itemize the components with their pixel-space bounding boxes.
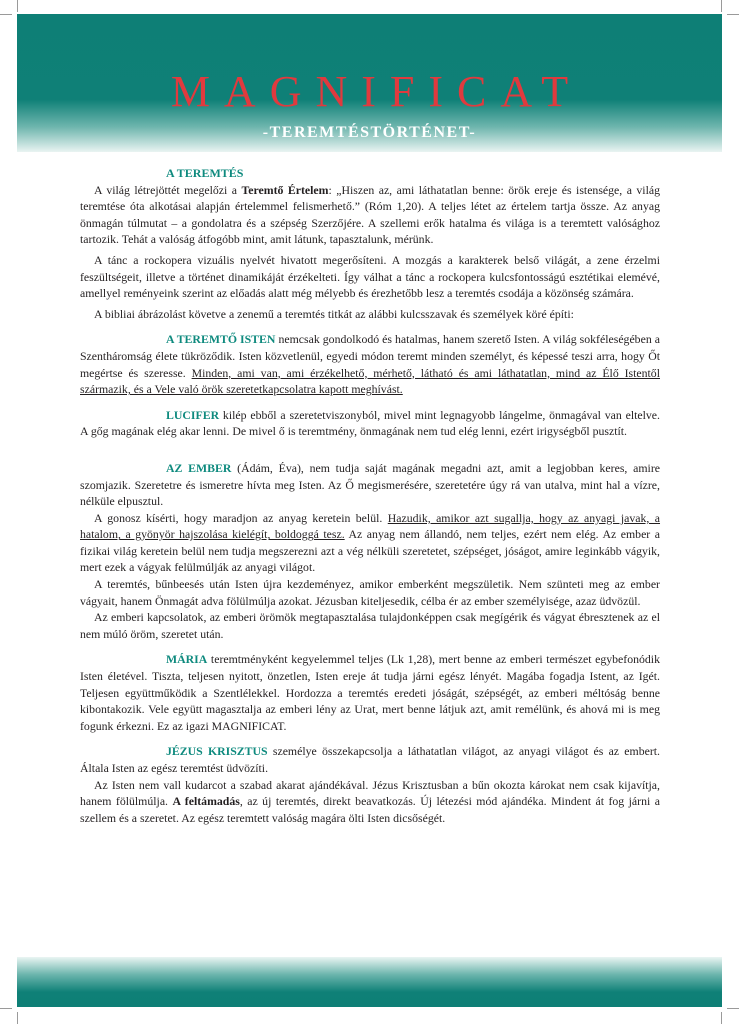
text-run: : „Hiszen az, ami láthatatlan benne: örök ereje és istensége, a világ teremtése óta alkotásai alapján értelemmel felismerhető.” (Róm 1,20). A teljes létet az értelem tartja össze. Az anyag önmagán túlmutat – a gondolatra és a szépség Szerzőjére. A szellemi erők hatalma és világa is a teremtett valósághoz tartozik. Tehát a valóság átfogóbb mint, amit látunk, tapasztalunk, mérünk. <box>80 182 660 247</box>
bold-term: A feltámadás <box>172 794 240 809</box>
paragraph: A teremtés, bűnbeesés után Isten újra kezdeményez, amikor emberként megszületik. Nem szünteti meg az ember vágyait, hanem Önmagát adva fölülmúlja azokat. Jézusban kiteljesedik, célba ér az ember személyisége, azaz üdvözül. <box>80 577 660 608</box>
text-run: személye összekapcsolja a láthatatlan világot, az anyagi világot és az embert. Általa Isten az egész teremtést üdvözíti. <box>80 744 660 775</box>
crop-mark <box>0 14 12 15</box>
paragraph <box>80 182 660 248</box>
underlined-text: Minden, ami van, ami érzékelhető, mérhető, látható és ami láthatatlan, mind az Élő Istentől származik, és a Vele való örök szeretetkapcsolatra kapott meghívást. <box>80 365 660 397</box>
document-body <box>80 165 660 826</box>
paragraph <box>80 331 660 397</box>
paragraph <box>80 407 660 440</box>
text-run: kilép ebből a szeretetviszonyból, mivel mint legnagyobb lángelme, önmagával van eltelve. A gőg magának elég akar lenni. De mivel ő is teremtmény, önmagának nem tud elég lenni, ezért irigységből pusztít. <box>80 407 660 439</box>
paragraph <box>80 743 660 776</box>
crop-mark <box>721 0 722 12</box>
crop-mark <box>0 1008 12 1009</box>
footer-band <box>17 957 722 1007</box>
paragraph <box>80 777 660 827</box>
page-subtitle: -TEREMTÉSTÖRTÉNET- <box>262 124 477 141</box>
crop-mark <box>727 14 739 15</box>
paragraph <box>80 651 660 734</box>
paragraph <box>80 510 660 576</box>
crop-mark <box>727 1008 739 1009</box>
underlined-text: Hazudik, amikor azt sugallja, hogy az anyagi javak, a hatalom, a gyönyör hajszolása kielégít, boldoggá tesz. <box>80 510 661 542</box>
text-run: A világ létrejöttét megelőzi a <box>94 182 242 197</box>
crop-mark <box>17 1012 18 1024</box>
page-title: MAGNIFICAT <box>170 67 583 116</box>
keyword-jezus-krisztus: JÉZUS KRISZTUS <box>166 744 268 759</box>
text-run: Az anyag nem állandó, nem teljes, ezért nem elég. Az ember a fizikai világ keretein belül nem tudja megszerezni azt a vég nélküli szeretetet, szépséget, jóságot, amire leginkább vágyik, mert ezek a vágyak felülmúlják az anyagi világot. <box>80 527 660 575</box>
paragraph: A bibliai ábrázolást követve a zenemű a teremtés titkát az alábbi kulcsszavak és személyek köré építi: <box>94 306 574 321</box>
text-run: A gonosz kísérti, hogy maradjon az anyag keretein belül. <box>94 510 388 525</box>
paragraph: A tánc a rockopera vizuális nyelvét hivatott megerősíteni. A mozgás a karakterek belső világát, a zene érzelmi feszültségeit, illetve a történet dinamikáját érzékelteti. Így válhat a tánc a rockopera kulcsfontosságú esztétikai elemévé, amellyel reményeink szerint az előadás alatt még mélyebb és érezhetőbb lesz a teremtés csodája a közönség számára. <box>80 252 660 301</box>
text-run: nemcsak gondolkodó és hatalmas, hanem szerető Isten. A világ sokféleségében a Szentháromság élete tükröződik. Isten közvetlenül, egyedi módon teremt minden személyt, és képessé teszi arra, hogy Őt megértse és szeresse. <box>80 332 660 380</box>
keyword-lucifer: LUCIFER <box>166 407 220 422</box>
keyword-maria: MÁRIA <box>166 652 208 667</box>
text-run: , az új teremtés, direkt beavatkozás. Új létezési mód ajándéka. Mindent át fog járni a szellem és a szeretet. Az egész teremtett valóság magára ölti Isten dicsőségét. <box>80 794 660 825</box>
keyword-az-ember: AZ EMBER <box>166 460 232 475</box>
header-band <box>17 14 722 152</box>
keyword-teremto-isten: A TEREMTŐ ISTEN <box>166 332 276 347</box>
text-run: (Ádám, Éva), nem tudja saját magának megadni azt, amit a legjobban keres, amire szomjazik. Szeretetre és ismeretre hívta meg Isten. Az Ő megismerésére, szeretetére úgy rá van utalva, mint hal a vízre, nélküle elpusztul. <box>80 460 660 509</box>
paragraph: Az emberi kapcsolatok, az emberi örömök megtapasztalása tulajdonképpen csak megígérik és vágyat ébresztenek az el nem múló öröm, szeretet után. <box>80 610 660 641</box>
text-run: Az Isten nem vall kudarcot a szabad akarat ajándékával. Jézus Krisztusban a bűn okozta károkat nem csak kijavítja, hanem fölülmúlja. <box>80 777 660 809</box>
section-heading: A TEREMTÉS <box>166 166 244 180</box>
text-run: teremtményként kegyelemmel teljes (Lk 1,28), mert benne az emberi természet egybefonódik Isten életével. Tiszta, teljesen nyitott, önzetlen, Isten ereje át tudja járni egész lényét. Magába fogadja Istent, az Igét. Teljesen együttműködik a Szentlélekkel. Hordozza a teremtés eredeti jóságát, szépségét, az emberi méltóság benne kibontakozik. Vele együtt magasztalja az emberi lény az Urat, mert benne látjuk azt, amit remélünk, és ahová mi is meg fogunk érkezni. Ez az igazi MAGNIFICAT. <box>80 652 660 733</box>
crop-mark <box>721 1012 722 1024</box>
crop-mark <box>17 0 18 12</box>
paragraph <box>80 460 660 510</box>
bold-term: Teremtő Értelem <box>241 182 329 197</box>
